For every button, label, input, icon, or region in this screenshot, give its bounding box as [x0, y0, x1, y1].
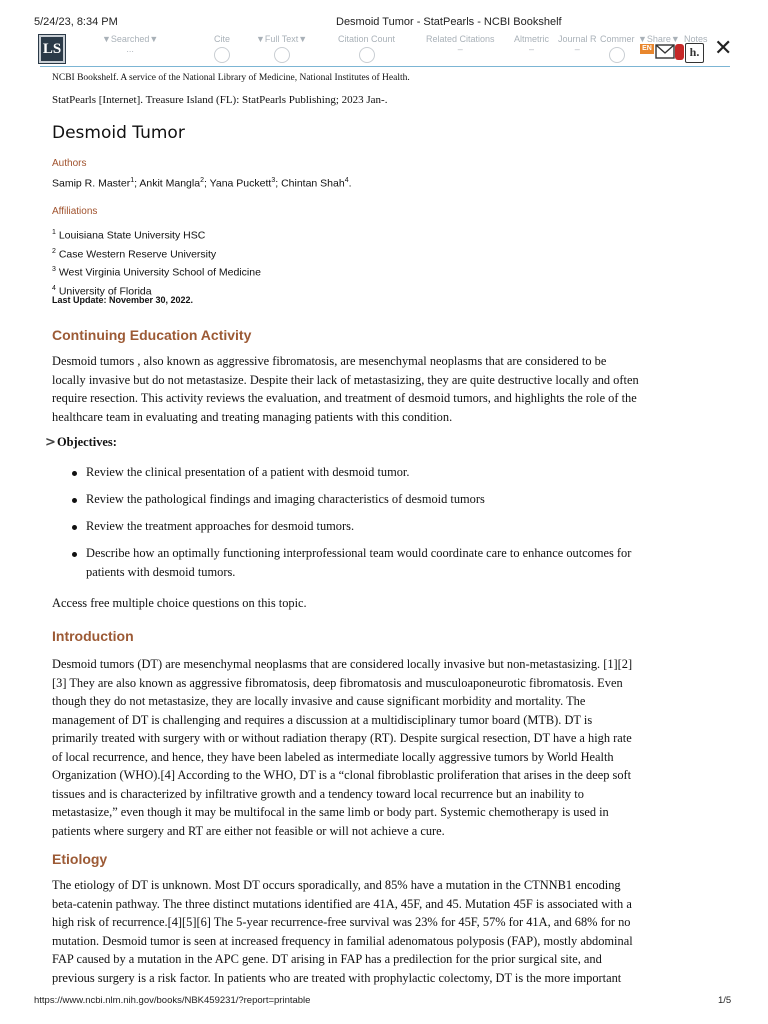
author-name[interactable]: Chintan Shah — [281, 177, 345, 190]
affiliation-number: 4 — [52, 284, 56, 292]
citation-line: StatPearls [Internet]. Treasure Island (FL): StatPearls Publishing; 2023 Jan-. — [52, 94, 388, 106]
bookshelf-line: NCBI Bookshelf. A service of the National Library of Medicine, National Institutes of Health. — [52, 73, 410, 83]
altmetric-dash: – — [529, 44, 535, 54]
objective-item — [86, 463, 716, 482]
objective-line: Review the treatment approaches for desmoid tumors. — [86, 519, 355, 533]
objective-line: Review the pathological findings and imaging characteristics of desmoid tumors — [86, 492, 485, 506]
journal-rank-button[interactable] — [558, 34, 597, 54]
etiology-heading: Etiology — [52, 851, 108, 867]
author-affiliation-number: 1 — [130, 177, 135, 184]
text-line: mutation. Desmoid tumor is seen at increased frequency in familial adenomatous polyposis (FAP), mostly abdominal — [52, 933, 633, 948]
altmetric-button[interactable] — [514, 34, 549, 54]
affiliation-name: University of Florida — [55, 285, 152, 297]
text-line: Organization (WHO).[4] According to the WHO, DT is a “clonal fibroblastic proliferation that arises in the deep soft — [52, 768, 632, 782]
affiliation-item — [52, 225, 261, 244]
affiliation-number: 1 — [52, 229, 56, 236]
text-line: metastasize,” even though it may be multifocal in the same limb or body part. Systemic chemotherapy is used in — [52, 805, 609, 819]
objective-line: Review the clinical presentation of a patient with desmoid tumor. — [86, 465, 410, 479]
searched-label: ▼Searched▼ — [102, 34, 159, 44]
bullet-icon — [72, 498, 77, 503]
comments-button[interactable] — [600, 34, 635, 63]
footer-page-number: 1/5 — [718, 995, 732, 1006]
text-line: FAP caused by a mutation in the APC gene. DT arising in FAP has a predilection for the prior surgical site, and — [52, 952, 602, 966]
author-name[interactable]: Samip R. Master — [52, 177, 131, 190]
full-text-menu[interactable] — [256, 34, 307, 63]
last-update: Last Update: November 30, 2022. — [52, 295, 194, 305]
toolbar-divider — [40, 66, 730, 67]
journal-rank-label: Journal R — [558, 34, 597, 44]
objective-item — [86, 544, 716, 581]
cite-icon — [214, 47, 230, 63]
altmetric-label: Altmetric — [514, 34, 550, 44]
bullet-icon — [72, 552, 77, 557]
text-line: healthcare team in evaluating and treating managing patients with this condition. — [52, 409, 453, 424]
text-line: patients where surgery and RT are either not feasible or will not achieve a cure. — [52, 823, 445, 838]
journal-dash: – — [574, 44, 580, 54]
comments-label: Commer — [600, 34, 635, 44]
expand-arrow-icon[interactable]: > — [45, 435, 56, 450]
affiliation-number: 3 — [52, 266, 56, 273]
author-separator: ; — [203, 177, 210, 190]
author-affiliation-number: 2 — [200, 177, 204, 184]
email-icon[interactable] — [655, 44, 675, 59]
cite-label: Cite — [214, 34, 231, 44]
text-line: Desmoid tumors , also known as aggressive fibromatosis, are mesenchymal neoplasms that are considered to be — [52, 354, 607, 368]
full-text-icon — [274, 47, 290, 63]
share-label: ▼Share▼ — [638, 34, 680, 44]
text-line: of local recurrence, and hence, they have been labeled as intermediate locally aggressive tumors by World Health — [52, 749, 614, 764]
text-line: though they do not metastasize, they are locally invasive and cause significant morbidity and mortality. The — [52, 694, 586, 708]
footer-url: https://www.ncbi.nlm.nih.gov/books/NBK459231/?report=printable — [34, 995, 311, 1006]
author-separator: ; — [275, 177, 282, 190]
author-affiliation-number: 4 — [344, 177, 349, 184]
searched-menu[interactable] — [102, 34, 158, 54]
author-name[interactable]: Ankit Mangla — [139, 177, 201, 190]
objective-line: Describe how an optimally functioning interprofessional team would coordinate care to enhance outcomes for — [86, 546, 632, 560]
citation-count-button[interactable] — [338, 34, 395, 63]
share-menu[interactable] — [638, 34, 680, 44]
introduction-heading: Introduction — [52, 628, 134, 644]
citation-count-icon — [359, 47, 375, 63]
text-line: previous surgery is a risk factor. In patients who are treated with prophylactic colectomy, DT is the more important — [52, 970, 622, 985]
author-affiliation-number: 3 — [271, 177, 276, 184]
affiliation-name: Case Western Reserve University — [55, 248, 217, 260]
related-citations-label: Related Citations — [426, 34, 495, 44]
notes-label: Notes — [684, 34, 708, 44]
hypothesis-icon[interactable]: h. — [685, 43, 704, 63]
affiliation-item — [52, 262, 261, 281]
full-text-label: ▼Full Text▼ — [256, 34, 308, 44]
related-dash: – — [457, 44, 463, 54]
affiliation-name: Louisiana State University HSC — [55, 229, 206, 242]
affiliation-item — [52, 244, 261, 263]
affiliation-name: West Virginia University School of Medicine — [55, 266, 261, 279]
comments-icon — [609, 47, 625, 63]
cite-button[interactable] — [214, 34, 230, 63]
text-line: The etiology of DT is unknown. Most DT occurs sporadically, and 85% have a mutation in the CTNNB1 encoding — [52, 878, 621, 892]
objective-item — [86, 517, 716, 536]
print-date: 5/24/23, 8:34 PM — [34, 16, 118, 28]
text-line: primarily treated with surgery with or without radiation therapy (RT). Despite surgical resection, DT have a high rate — [52, 731, 632, 745]
text-line: management of DT is challenging and requires a discussion at a multidisciplinary tumor board (MTB). DT is — [52, 712, 593, 727]
affiliation-number: 2 — [52, 247, 56, 255]
objectives-label: Objectives: — [57, 435, 117, 449]
searched-sub: ... — [126, 44, 134, 54]
text-line: require resection. This activity reviews the evaluation, and treatment of desmoid tumors, and highlights the role of the — [52, 391, 637, 405]
text-line: locally invasive but do not metastasize. Despite their lack of metastasizing, they are quite destructive locally and often — [52, 372, 639, 387]
affiliations-label: Affiliations — [52, 206, 98, 217]
text-line: high risk of recurrence.[4][5][6] The 5-year recurrence-free survival was 23% for 45F, 57% for 41A, and 68% for no — [52, 915, 631, 929]
page-title: Desmoid Tumor — [52, 123, 185, 143]
libkey-logo[interactable]: LS — [39, 35, 65, 63]
text-line: [3] They are also known as aggressive fibromatosis, deep fibromatosis and musculoaponeurotic fibromatosis. Even — [52, 675, 623, 690]
objective-line: patients with desmoid tumors. — [86, 564, 236, 579]
bullet-icon — [72, 471, 77, 476]
language-badge[interactable]: EN — [640, 44, 654, 54]
citation-count-label: Citation Count — [338, 34, 396, 44]
pdf-marker-icon[interactable] — [675, 44, 684, 60]
authors-label: Authors — [52, 158, 87, 169]
ce-paragraph — [52, 352, 712, 426]
authors-list — [52, 177, 352, 190]
objective-item — [86, 490, 716, 509]
text-line: tissues and is characterized by infiltrative growth and a tendency toward local recurrence but an inability to — [52, 786, 584, 801]
ce-heading: Continuing Education Activity — [52, 327, 252, 343]
print-page-title: Desmoid Tumor - StatPearls - NCBI Bookshelf — [336, 16, 562, 28]
related-citations-button[interactable] — [426, 34, 495, 54]
author-separator: . — [348, 177, 352, 190]
affiliations-list — [52, 225, 261, 299]
text-line: beta-catenin pathway. The three distinct mutations identified are 41A, 45F, and 45. Mutation 45F is associated with a — [52, 896, 632, 911]
author-name[interactable]: Yana Puckett — [209, 177, 272, 190]
close-icon[interactable]: ✕ — [714, 36, 733, 61]
access-questions-link[interactable]: Access free multiple choice questions on this topic. — [52, 596, 307, 610]
bullet-icon — [72, 525, 77, 530]
etiology-paragraph — [52, 876, 712, 988]
introduction-paragraph — [52, 655, 712, 840]
author-separator: ; — [134, 177, 140, 190]
text-line: Desmoid tumors (DT) are mesenchymal neoplasms that are considered locally invasive but non-metastasizing. [1][2] — [52, 657, 633, 671]
